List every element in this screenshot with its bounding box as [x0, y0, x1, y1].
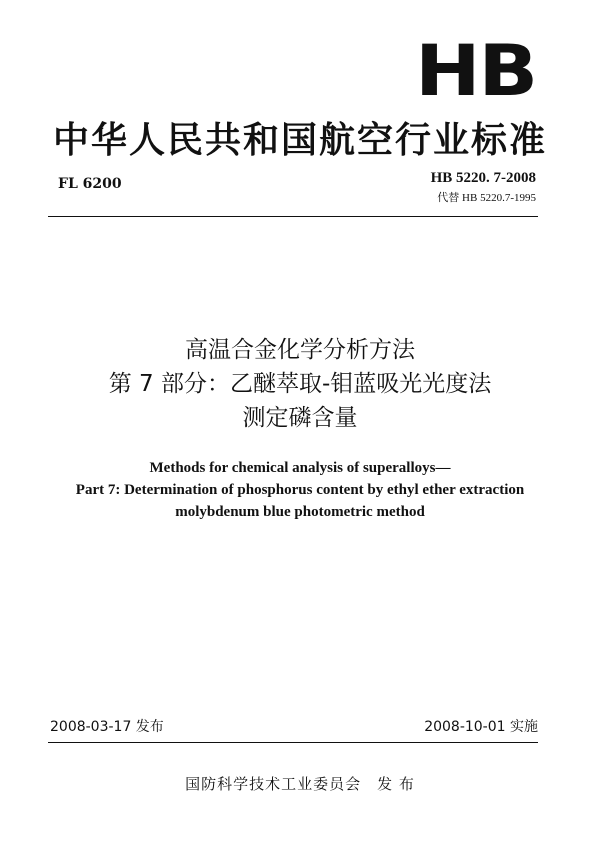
chinese-title-line-2: 第 7 部分：乙醚萃取-钼蓝吸光光度法: [108, 371, 492, 397]
english-title-line-2: Part 7: Determination of phosphorus content by ethyl ether extraction: [75, 482, 525, 498]
replaces-note: 代替 HB 5220.7-1995: [437, 192, 536, 204]
issuing-authority: 国防科学技术工业委员会 发 布: [185, 775, 415, 793]
english-title: [0, 457, 600, 523]
hb-logo: HB: [415, 30, 536, 112]
english-title-line-1: Methods for chemical analysis of superalloys—: [149, 460, 451, 476]
implementation-date: 2008-10-01 实施: [424, 719, 538, 735]
standard-number: HB 5220. 7-2008: [430, 170, 536, 186]
standard-category-title: 中华人民共和国航空行业标准: [52, 120, 547, 161]
chinese-title: [0, 333, 600, 435]
issue-date: 2008-03-17 发布: [50, 719, 164, 735]
classification-code: FL 6200: [58, 176, 122, 192]
standard-number-block: [431, 170, 536, 205]
english-title-line-3: molybdenum blue photometric method: [175, 504, 425, 520]
chinese-title-line-3: 测定磷含量: [242, 405, 358, 431]
chinese-title-line-1: 高温合金化学分析方法: [185, 337, 415, 363]
footer-divider: [48, 742, 538, 743]
header-divider: [48, 216, 538, 217]
